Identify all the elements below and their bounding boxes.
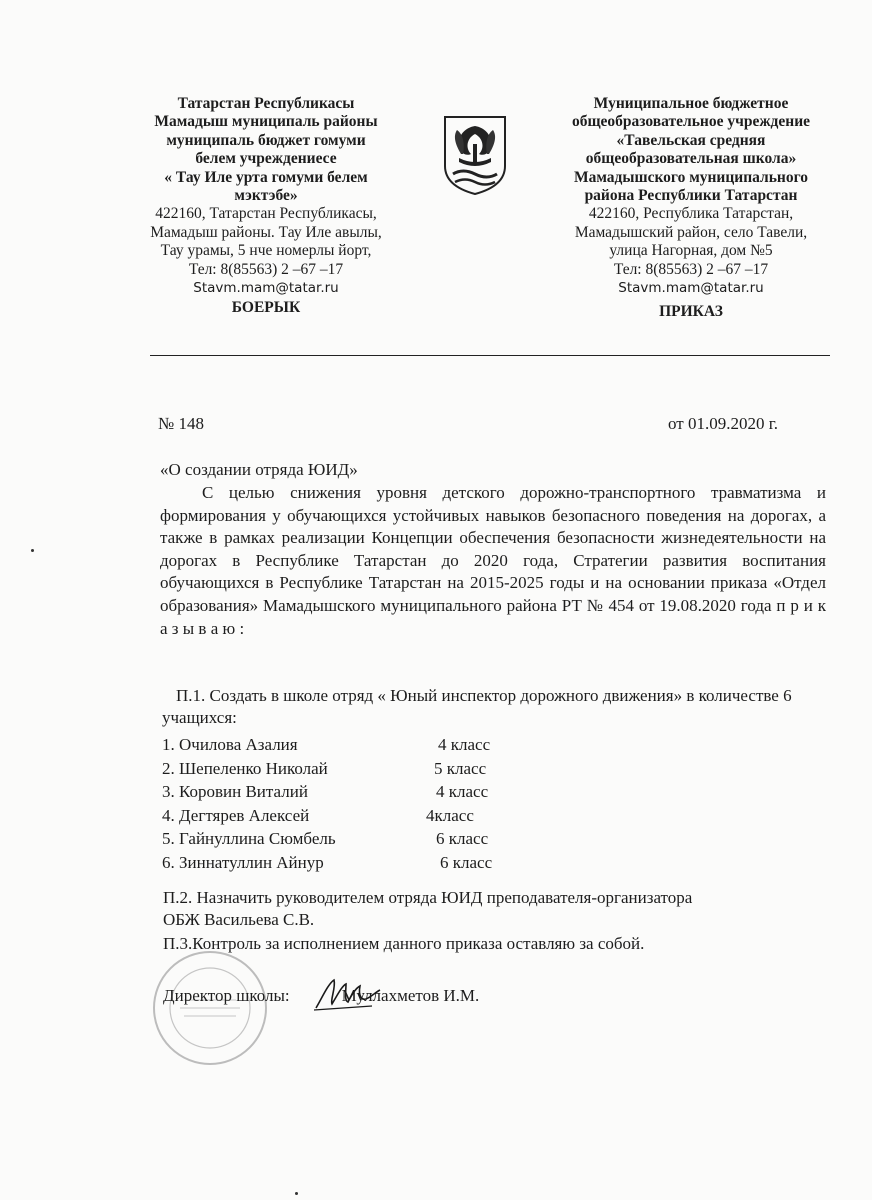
header-russian-line: общеобразовательное учреждение: [571, 113, 811, 131]
student-row: [162, 780, 562, 804]
order-clause-3: П.3.Контроль за исполнением данного приказа оставляю за собой.: [163, 934, 645, 953]
student-row: [162, 804, 562, 828]
signer-name: Муллахметов И.М.: [341, 986, 480, 1005]
header-tatar-address: Мамадыш районы. Тау Иле авылы,: [150, 223, 382, 241]
student-row: [162, 827, 562, 851]
header-russian-email: Stavm.mam@tatar.ru: [618, 280, 764, 297]
order-preamble: С целью снижения уровня детского дорожно-транспортного травматизма и формирования у обучающихся устойчивых навыков безопасного поведения на дорогах, а также в рамках реализации Концепции обеспечения безопасности жизнедеятельности на дорогах в Республике Татарстан до 2020 года, Стратегии развития воспитания обучающихся в Республике Татарстан на 2015-2025 годы и на основании приказа «Отдел образования» Мамадышского муниципального района РТ № 454 от 19.08.2020 года п р и к а з ы в а ю :: [160, 483, 826, 638]
student-grade: 5 класс: [434, 758, 487, 778]
header-tatar-line: муниципаль бюджет гомуми: [166, 131, 366, 149]
header-russian-doc-type: ПРИКАЗ: [659, 303, 723, 321]
header-tatar-line: Татарстан Республикасы: [177, 95, 355, 112]
student-grade: 6 класс: [440, 852, 493, 872]
header-tatar-line: белем учреждениесе: [195, 150, 337, 168]
student-grade: 4 класс: [438, 735, 491, 754]
director-handwritten-signature-icon: [312, 974, 382, 1014]
student-name: 3. Коровин Виталий: [162, 782, 308, 801]
order-clause-2: [163, 887, 823, 931]
header-tatar-address: Тау урамы, 5 нче номерлы йорт,: [160, 242, 372, 260]
student-name: 4. Дегтярев Алексей: [162, 805, 310, 825]
header-russian-address: 422160, Республика Татарстан,: [588, 205, 794, 223]
student-row: [162, 757, 562, 781]
header-russian-line: района Республики Татарстан: [584, 187, 798, 205]
header-divider: [150, 355, 830, 356]
student-grade: 4 класс: [436, 782, 489, 801]
header-russian-address: улица Нагорная, дом №5: [609, 242, 773, 260]
student-grade: 6 класс: [436, 829, 489, 848]
header-tatar-line: мэктэбе»: [234, 187, 298, 205]
student-row: [162, 733, 562, 757]
header-russian-line: Муниципальное бюджетное: [593, 95, 789, 112]
header-tatar: [140, 95, 392, 318]
header-tatar-phone: Тел: 8(85563) 2 –67 –17: [188, 260, 344, 278]
header-russian-address: Мамадышский район, село Тавели,: [574, 223, 808, 241]
header-tatar-line: Мамадыш муниципаль районы: [154, 113, 378, 131]
student-name: 6. Зиннатуллин Айнур: [162, 852, 324, 872]
order-clause-2-line: П.2. Назначить руководителем отряда ЮИД преподавателя-организатора: [163, 888, 693, 907]
header-tatar-doc-type: БОЕРЫК: [231, 299, 301, 317]
student-name: 1. Очилова Азалия: [162, 735, 298, 754]
order-number: № 148: [158, 414, 204, 433]
school-round-stamp-icon: [150, 948, 270, 1068]
header-tatar-address: 422160, Татарстан Республикасы,: [155, 205, 377, 223]
scan-speck: [31, 549, 34, 552]
header-russian-line: общеобразовательная школа»: [585, 150, 797, 168]
signer-title: Директор школы:: [163, 986, 290, 1005]
order-clause-1: П.1. Создать в школе отряд « Юный инспектор дорожного движения» в количестве 6 учащихся:: [162, 686, 792, 727]
scan-speck: [295, 1192, 298, 1195]
header-tatar-email: Stavm.mam@tatar.ru: [193, 280, 339, 297]
order-date: от 01.09.2020 г.: [668, 414, 779, 433]
student-list: [162, 733, 562, 874]
header-russian-phone: Тел: 8(85563) 2 –67 –17: [613, 260, 769, 278]
header-tatar-line: « Тау Иле урта гомуми белем: [164, 168, 368, 186]
student-name: 2. Шепеленко Николай: [162, 758, 328, 778]
order-clause-2-line: ОБЖ Васильева С.В.: [163, 910, 315, 929]
student-name: 5. Гайнуллина Сюмбель: [162, 829, 336, 848]
student-grade: 4класс: [426, 805, 474, 825]
student-row: [162, 851, 562, 875]
header-russian: [552, 95, 830, 322]
header-russian-line: «Тавельская средняя: [616, 131, 766, 149]
order-title: «О создании отряда ЮИД»: [160, 460, 358, 479]
coat-of-arms-emblem-icon: [441, 114, 509, 196]
header-russian-line: Мамадышского муниципального: [573, 168, 809, 186]
